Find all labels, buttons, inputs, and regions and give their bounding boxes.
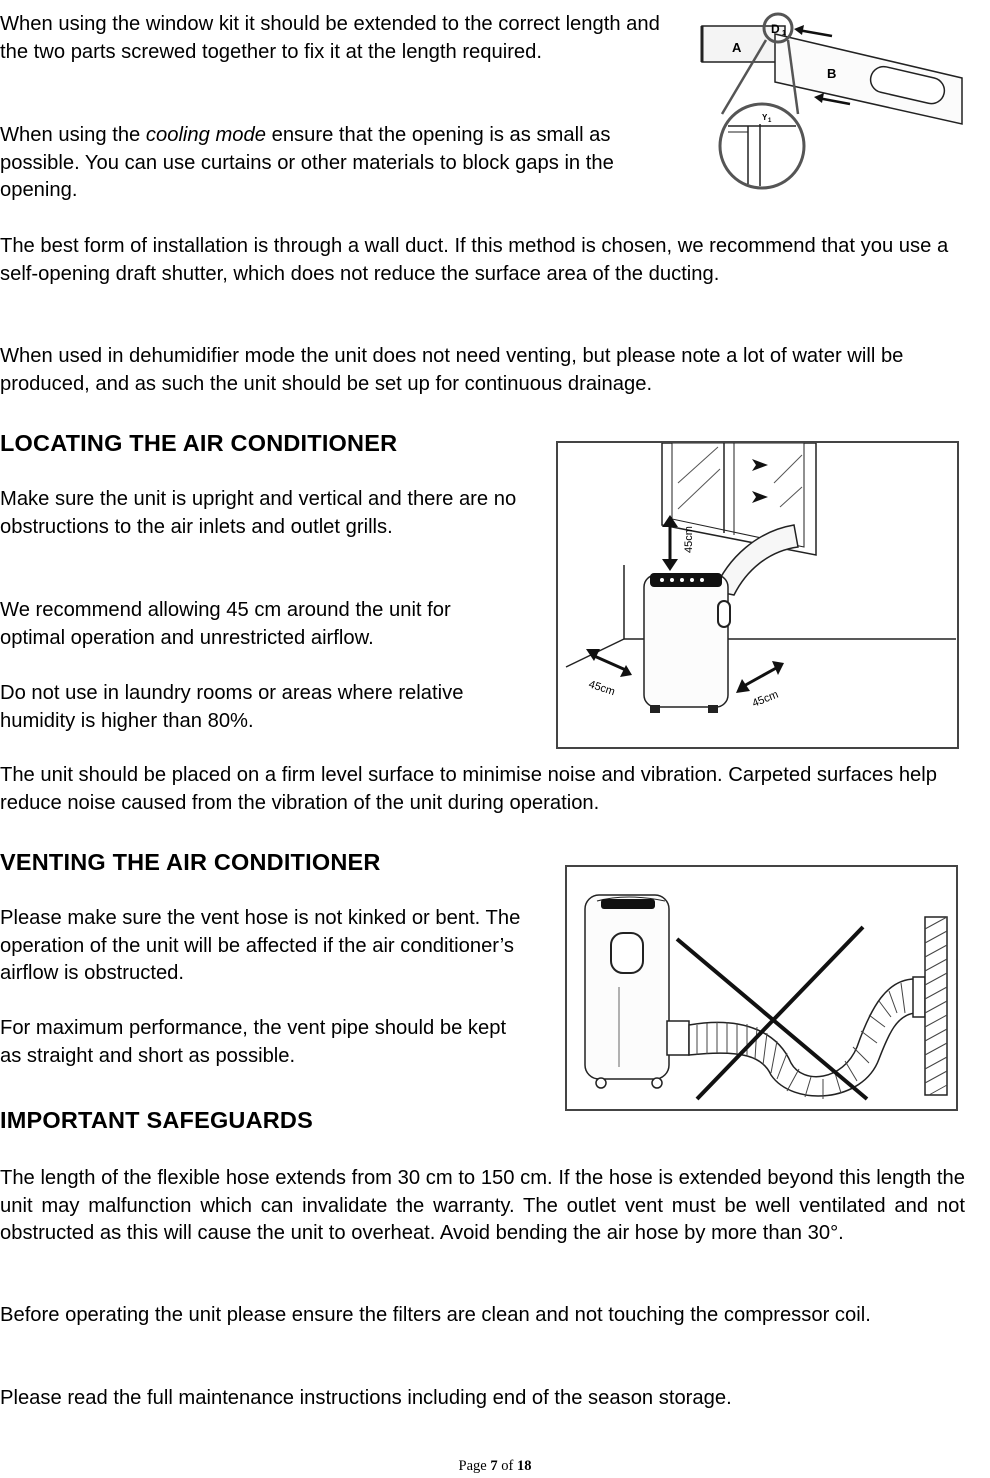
venting-figure <box>567 867 956 1109</box>
cooling-mode-paragraph <box>0 122 672 205</box>
cooling-text-start: When using the <box>0 124 146 146</box>
window-kit-label-y-sub: 1 <box>768 118 772 124</box>
locating-surface-paragraph: The unit should be placed on a firm level surface to minimise noise and vibration. Carpeted surfaces help reduce noise caused from the vibration of the unit during operation. <box>0 764 937 814</box>
page-footer <box>0 1458 990 1475</box>
safeguards-maintenance-paragraph: Please read the full maintenance instructions including end of the season storage. <box>0 1387 732 1409</box>
window-kit-label-d-sub: 1 <box>782 30 786 37</box>
window-kit-label-d: D <box>771 22 780 36</box>
locating-heading: LOCATING THE AIR CONDITIONER <box>0 430 398 456</box>
locating-figure-frame <box>556 441 959 749</box>
locating-upright-paragraph: Make sure the unit is upright and vertical and there are no obstructions to the air inlets and outlet grills. <box>0 488 517 538</box>
safeguards-heading: IMPORTANT SAFEGUARDS <box>0 1107 313 1133</box>
locating-clearance-paragraph: We recommend allowing 45 cm around the unit for optimal operation and unrestricted airflow. <box>0 599 451 649</box>
venting-kink-paragraph: Please make sure the vent hose is not kinked or bent. The operation of the unit will be affected if the air conditioner’s airflow is obstructed. <box>0 907 521 985</box>
window-kit-label-a: A <box>732 40 742 55</box>
window-kit-figure <box>690 6 970 191</box>
wall-duct-paragraph: The best form of installation is through a wall duct. If this method is chosen, we recommend that you use a self-opening draft shutter, which does not reduce the surface area of the ducting. <box>0 235 949 285</box>
locating-humidity-paragraph: Do not use in laundry rooms or areas where relative humidity is higher than 80%. <box>0 682 464 732</box>
footer-page-word: Page <box>458 1458 487 1474</box>
safeguards-hose-paragraph: The length of the flexible hose extends from 30 cm to 150 cm. If the hose is extended beyond this length the unit may malfunction which can invalidate the warranty. The outlet vent must be well ventilated and not obstructed as this will cause the unit to overheat. Avoid bending the air hose by more than 30°. <box>0 1167 965 1245</box>
clearance-top-label: 45cm <box>683 526 695 553</box>
dehumidifier-paragraph: When used in dehumidifier mode the unit does not need venting, but please note a lot of water will be produced, and as such the unit should be set up for continuous drainage. <box>0 345 904 395</box>
cooling-text-end: ensure that the opening is as small as possible. You can use curtains or other materials to block gaps in the opening. <box>0 124 614 202</box>
footer-page-number: 7 <box>490 1458 498 1474</box>
safeguards-filters-paragraph: Before operating the unit please ensure the filters are clean and not touching the compressor coil. <box>0 1304 871 1326</box>
window-kit-paragraph: When using the window kit it should be extended to the correct length and the two parts screwed together to fix it at the length required. <box>0 13 660 63</box>
clearance-left-label: 45cm <box>587 678 617 699</box>
window-kit-label-b: B <box>827 66 837 81</box>
clearance-right-label: 45cm <box>750 688 781 710</box>
cooling-mode-emphasis: cooling mode <box>145 124 266 146</box>
venting-figure-frame <box>565 865 958 1111</box>
venting-straight-paragraph: For maximum performance, the vent pipe should be kept as straight and short as possible. <box>0 1017 507 1067</box>
venting-heading: VENTING THE AIR CONDITIONER <box>0 849 381 875</box>
footer-of-word: of <box>501 1458 514 1474</box>
footer-total-pages: 18 <box>516 1458 532 1474</box>
locating-figure <box>558 443 957 747</box>
window-kit-label-y: Y <box>762 113 768 122</box>
